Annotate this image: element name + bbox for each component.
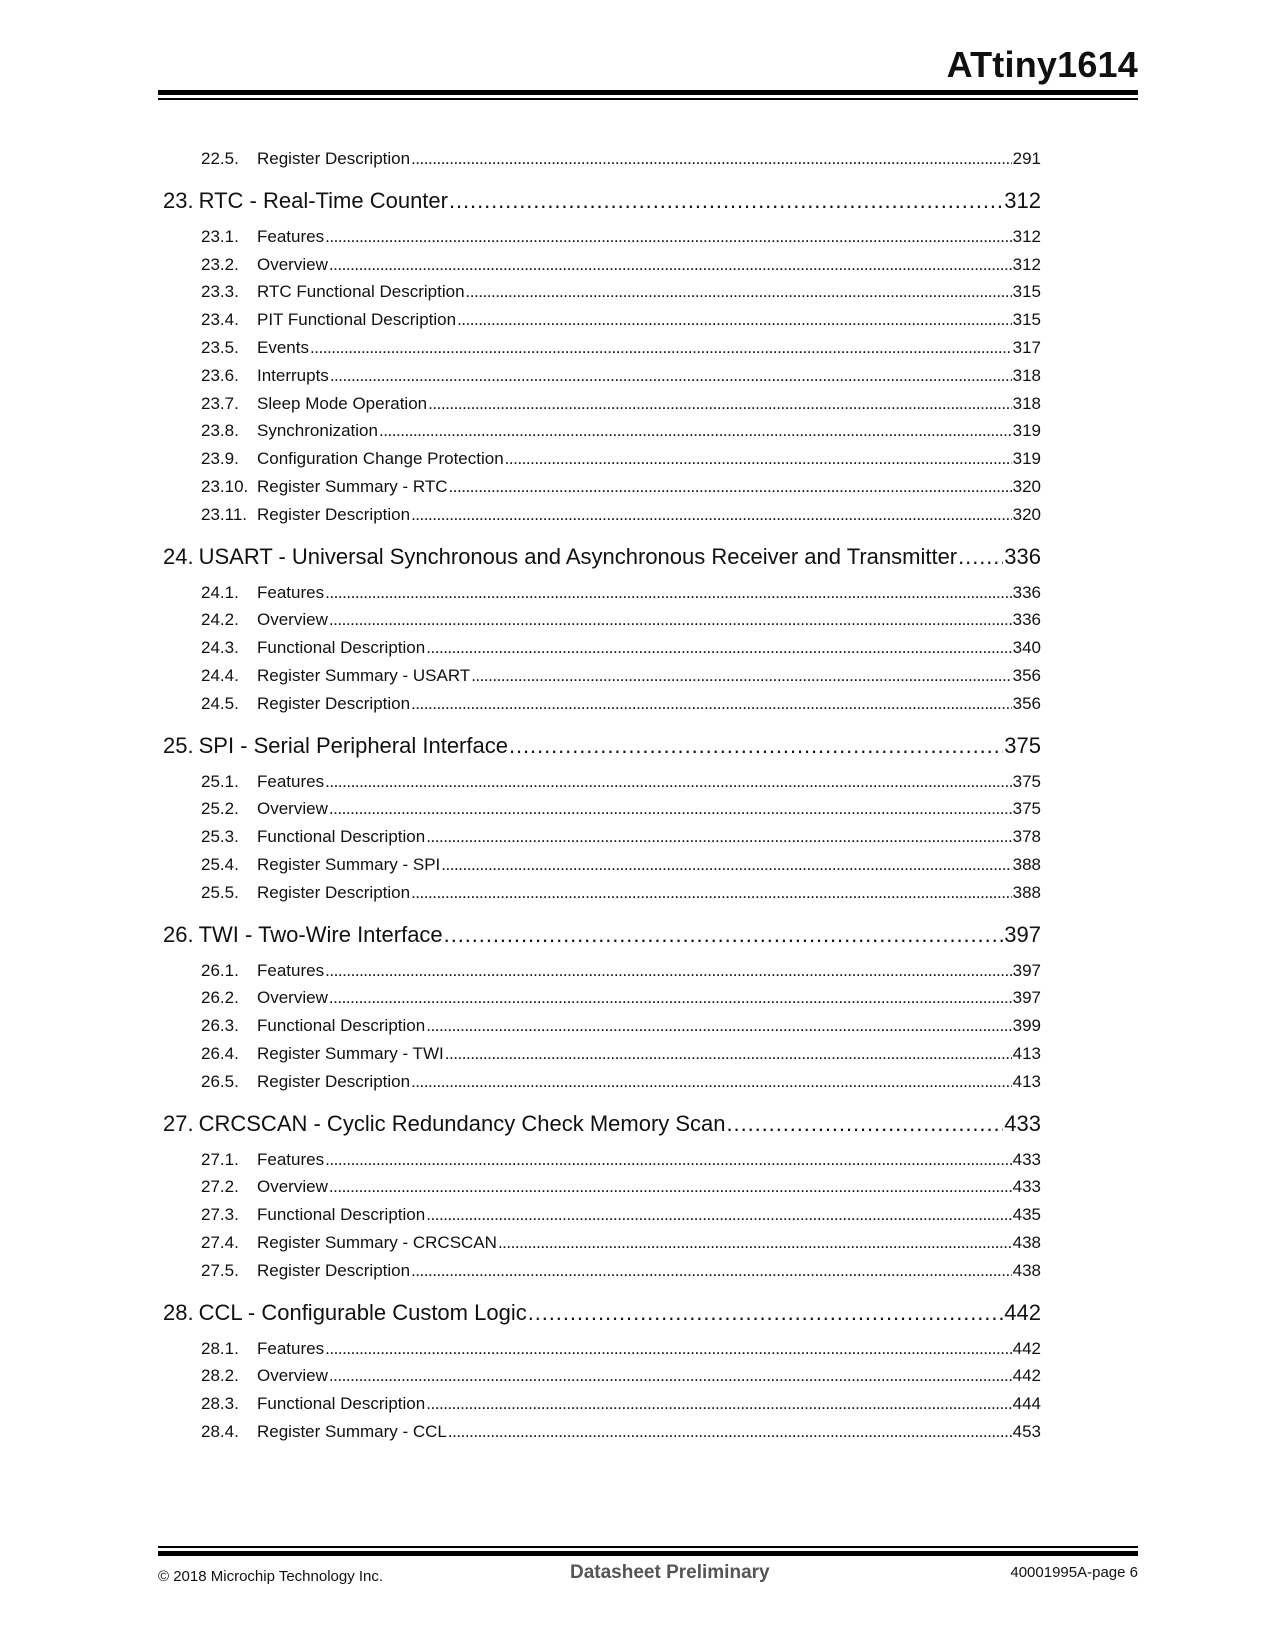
footer-status: Datasheet Preliminary [570, 1562, 770, 1583]
toc-entry-title: Interrupts [257, 365, 329, 385]
toc-entry-number: 27. [163, 1110, 194, 1136]
toc-entry-title: RTC - Real-Time Counter [198, 187, 448, 213]
toc-entry-number: 28.4. [201, 1421, 239, 1441]
toc-entry-number: 23.8. [201, 421, 239, 441]
toc-entry-title: Features [257, 960, 325, 980]
toc-entry-number: 28.3. [201, 1394, 239, 1414]
toc-chapter-entry[interactable] [163, 186, 1041, 216]
toc-entry-number: 27.2. [201, 1177, 239, 1197]
toc-section-entry[interactable] [163, 984, 1041, 1012]
toc-section-entry[interactable] [163, 957, 1041, 985]
toc-entry-page: 399 [1012, 1016, 1041, 1036]
toc-chapter-entry[interactable] [163, 731, 1041, 761]
toc-dot-leader [329, 795, 1012, 823]
toc-entry-page: 397 [1012, 960, 1041, 980]
toc-entry-page: 442 [1012, 1366, 1041, 1386]
toc-entry-title: SPI - Serial Peripheral Interface [198, 732, 508, 758]
toc-dot-leader [411, 879, 1012, 907]
toc-entry-number: 23.3. [201, 282, 239, 302]
toc-entry-title: Overview [257, 254, 328, 274]
toc-entry-page: 438 [1012, 1260, 1041, 1280]
toc-entry-title: Overview [257, 1366, 328, 1386]
toc-entry-title: Overview [257, 1177, 328, 1197]
toc-dot-leader [329, 984, 1012, 1012]
toc-entry-title: Overview [257, 610, 328, 630]
toc-entry-number: 26. [163, 921, 194, 947]
toc-entry-page: 388 [1012, 882, 1041, 902]
toc-dot-leader [411, 1257, 1012, 1285]
toc-dot-leader [325, 1146, 1012, 1174]
toc-section-entry[interactable] [163, 445, 1041, 473]
footer-page-number: 40001995A-page 6 [1010, 1564, 1138, 1581]
toc-entry-title: RTC Functional Description [257, 282, 465, 302]
footer-rule-thick [158, 1551, 1138, 1556]
toc-dot-leader [325, 1335, 1012, 1363]
toc-section-entry[interactable] [163, 501, 1041, 529]
toc-entry-number: 24.1. [201, 582, 239, 602]
toc-entry-page: 315 [1012, 282, 1041, 302]
toc-section-entry[interactable] [163, 334, 1041, 362]
toc-dot-leader [426, 634, 1011, 662]
toc-entry-page: 397 [1012, 988, 1041, 1008]
toc-entry-number: 23. [163, 187, 194, 213]
toc-entry-number: 22.5. [201, 149, 239, 168]
footer-copyright: © 2018 Microchip Technology Inc. [158, 1568, 384, 1585]
toc-entry-number: 27.5. [201, 1260, 239, 1280]
toc-entry-title: Register Description [257, 693, 411, 713]
toc-entry-number: 26.5. [201, 1071, 239, 1091]
toc-entry-number: 27.3. [201, 1205, 239, 1225]
toc-dot-leader [426, 1390, 1011, 1418]
toc-section-entry[interactable] [163, 306, 1041, 334]
toc-entry-page: 453 [1012, 1421, 1041, 1441]
toc-dot-leader [329, 1173, 1012, 1201]
toc-entry-title: Register Summary - CRCSCAN [257, 1232, 497, 1252]
toc-entry-page: 318 [1012, 393, 1041, 413]
toc-entry-page: 336 [1004, 543, 1041, 569]
toc-entry-title: Register Description [257, 504, 411, 524]
toc-entry-page: 438 [1012, 1232, 1041, 1252]
toc-section-entry[interactable] [163, 1390, 1041, 1418]
toc-entry-page: 433 [1004, 1110, 1041, 1136]
toc-section-entry[interactable] [163, 473, 1041, 501]
toc-entry-title: Register Summary - TWI [257, 1043, 444, 1063]
toc-entry-number: 24. [163, 543, 194, 569]
toc-section-entry[interactable] [163, 1257, 1041, 1285]
toc-dot-leader [498, 1229, 1012, 1257]
toc-dot-leader [448, 1418, 1012, 1446]
toc-entry-page: 378 [1012, 827, 1041, 847]
toc-section-entry[interactable] [163, 1335, 1041, 1363]
toc-entry-title: PIT Functional Description [257, 310, 457, 330]
toc-dot-leader [411, 501, 1012, 529]
toc-entry-number: 23.5. [201, 337, 239, 357]
toc-entry-number: 28.1. [201, 1338, 239, 1358]
toc-section-entry[interactable] [163, 1201, 1041, 1229]
toc-entry-title: Events [257, 337, 309, 357]
toc-dot-leader [411, 145, 1012, 173]
toc-entry-number: 25.1. [201, 771, 239, 791]
toc-entry-number: 25.3. [201, 827, 239, 847]
toc-dot-leader [428, 390, 1012, 418]
toc-dot-leader [466, 278, 1012, 306]
footer-rule-thin [158, 1546, 1138, 1548]
toc-entry-page: 318 [1012, 365, 1041, 385]
toc-dot-leader [411, 1068, 1012, 1096]
toc-entry-page: 356 [1012, 665, 1041, 685]
toc-entry-page: 291 [1012, 149, 1041, 168]
toc-section-entry[interactable] [163, 662, 1041, 690]
toc-chapter-entry[interactable] [163, 1298, 1041, 1328]
toc-entry-page: 356 [1012, 693, 1041, 713]
toc-entry-page: 317 [1012, 337, 1041, 357]
toc-section-entry[interactable] [163, 768, 1041, 796]
toc-section-entry[interactable] [163, 1040, 1041, 1068]
toc-section-entry[interactable] [163, 1362, 1041, 1390]
toc-entry-page: 312 [1004, 187, 1041, 213]
toc-entry-page: 413 [1012, 1043, 1041, 1063]
toc-dot-leader [325, 768, 1012, 796]
toc-entry-number: 25.5. [201, 882, 239, 902]
toc-entry-page: 320 [1012, 504, 1041, 524]
toc-dot-leader [505, 445, 1012, 473]
toc-entry-page: 433 [1012, 1177, 1041, 1197]
toc-section-entry[interactable] [163, 851, 1041, 879]
toc-section-entry[interactable] [163, 606, 1041, 634]
toc-chapter-entry[interactable] [163, 920, 1041, 950]
toc-entry-number: 24.3. [201, 638, 239, 658]
toc-section-entry[interactable] [163, 823, 1041, 851]
toc-section-entry[interactable] [163, 1146, 1041, 1174]
toc-entry-page: 375 [1012, 771, 1041, 791]
toc-section-entry[interactable] [163, 145, 1041, 173]
toc-entry-number: 23.10. [201, 476, 249, 496]
toc-entry-title: Functional Description [257, 638, 426, 658]
toc-dot-leader [325, 223, 1012, 251]
toc-entry-title: Functional Description [257, 827, 426, 847]
toc-dot-leader [528, 1298, 1004, 1328]
toc-entry-page: 375 [1004, 732, 1041, 758]
toc-section-entry[interactable] [163, 1068, 1041, 1096]
toc-entry-number: 23.6. [201, 365, 239, 385]
toc-entry-title: Functional Description [257, 1205, 426, 1225]
toc-section-entry[interactable] [163, 362, 1041, 390]
toc-entry-title: Configuration Change Protection [257, 449, 504, 469]
toc-section-entry[interactable] [163, 579, 1041, 607]
toc-entry-page: 397 [1004, 921, 1041, 947]
toc-dot-leader [329, 606, 1012, 634]
toc-dot-leader [379, 417, 1012, 445]
toc-dot-leader [329, 1362, 1012, 1390]
toc-entry-title: Register Summary - SPI [257, 854, 441, 874]
toc-section-entry[interactable] [163, 1012, 1041, 1040]
toc-entry-number: 23.4. [201, 310, 239, 330]
table-of-contents [163, 145, 1041, 1446]
toc-entry-title: Sleep Mode Operation [257, 393, 428, 413]
toc-entry-page: 315 [1012, 310, 1041, 330]
toc-dot-leader [329, 251, 1012, 279]
toc-entry-title: Register Summary - RTC [257, 476, 448, 496]
toc-entry-page: 442 [1004, 1299, 1041, 1325]
toc-entry-number: 24.4. [201, 665, 239, 685]
toc-entry-number: 28.2. [201, 1366, 239, 1386]
toc-entry-title: CRCSCAN - Cyclic Redundancy Check Memory Scan [198, 1110, 726, 1136]
toc-entry-title: CCL - Configurable Custom Logic [198, 1299, 527, 1325]
toc-dot-leader [325, 579, 1012, 607]
toc-entry-page: 388 [1012, 854, 1041, 874]
toc-dot-leader [441, 851, 1011, 879]
toc-entry-number: 26.1. [201, 960, 239, 980]
toc-dot-leader [411, 690, 1012, 718]
toc-entry-page: 312 [1012, 226, 1041, 246]
toc-entry-page: 435 [1012, 1205, 1041, 1225]
toc-entry-title: Overview [257, 799, 328, 819]
toc-entry-title: Register Summary - CCL [257, 1421, 447, 1441]
toc-entry-number: 24.5. [201, 693, 239, 713]
toc-section-entry[interactable] [163, 251, 1041, 279]
toc-entry-page: 375 [1012, 799, 1041, 819]
toc-dot-leader [449, 186, 1003, 216]
toc-entry-title: Features [257, 1338, 325, 1358]
toc-entry-title: Register Description [257, 882, 411, 902]
toc-dot-leader [426, 1012, 1011, 1040]
header-rule-thick [158, 90, 1138, 95]
toc-entry-page: 319 [1012, 449, 1041, 469]
toc-entry-page: 336 [1012, 610, 1041, 630]
toc-dot-leader [509, 731, 1003, 761]
toc-dot-leader [449, 473, 1012, 501]
toc-entry-page: 320 [1012, 476, 1041, 496]
toc-dot-leader [471, 662, 1011, 690]
toc-entry-number: 23.1. [201, 226, 239, 246]
toc-dot-leader [444, 920, 1004, 950]
toc-chapter-entry[interactable] [163, 1109, 1041, 1139]
toc-dot-leader [330, 362, 1012, 390]
toc-entry-title: Register Description [257, 149, 411, 168]
toc-entry-page: 444 [1012, 1394, 1041, 1414]
toc-section-entry[interactable] [163, 390, 1041, 418]
toc-entry-title: Synchronization [257, 421, 378, 441]
toc-entry-number: 25. [163, 732, 194, 758]
toc-entry-title: Features [257, 582, 325, 602]
toc-section-entry[interactable] [163, 417, 1041, 445]
toc-entry-title: Register Description [257, 1260, 411, 1280]
toc-dot-leader [310, 334, 1012, 362]
toc-section-entry[interactable] [163, 223, 1041, 251]
toc-entry-title: USART - Universal Synchronous and Asynchronous Receiver and Transmitter [198, 543, 958, 569]
document-title: ATtiny1614 [946, 44, 1138, 85]
toc-dot-leader [426, 823, 1011, 851]
toc-section-entry[interactable] [163, 1229, 1041, 1257]
toc-dot-leader [727, 1109, 1004, 1139]
toc-entry-number: 27.4. [201, 1232, 239, 1252]
toc-entry-number: 26.3. [201, 1016, 239, 1036]
toc-entry-title: Features [257, 226, 325, 246]
toc-dot-leader [958, 542, 1003, 572]
toc-entry-number: 23.9. [201, 449, 239, 469]
toc-entry-number: 23.7. [201, 393, 239, 413]
toc-entry-number: 25.2. [201, 799, 239, 819]
toc-entry-title: Features [257, 771, 325, 791]
toc-dot-leader [445, 1040, 1012, 1068]
toc-entry-number: 28. [163, 1299, 194, 1325]
toc-dot-leader [426, 1201, 1011, 1229]
toc-entry-page: 340 [1012, 638, 1041, 658]
toc-entry-number: 26.4. [201, 1043, 239, 1063]
toc-section-entry[interactable] [163, 278, 1041, 306]
toc-entry-page: 312 [1012, 254, 1041, 274]
toc-entry-title: Features [257, 1149, 325, 1169]
toc-section-entry[interactable] [163, 1173, 1041, 1201]
toc-section-entry[interactable] [163, 795, 1041, 823]
toc-entry-page: 413 [1012, 1071, 1041, 1091]
toc-chapter-entry[interactable] [163, 542, 1041, 572]
toc-entry-title: Register Summary - USART [257, 665, 471, 685]
toc-entry-page: 442 [1012, 1338, 1041, 1358]
toc-entry-number: 23.11. [201, 504, 248, 524]
toc-entry-number: 25.4. [201, 854, 239, 874]
toc-entry-title: Functional Description [257, 1394, 426, 1414]
toc-entry-page: 433 [1012, 1149, 1041, 1169]
toc-entry-title: Register Description [257, 1071, 411, 1091]
toc-entry-page: 319 [1012, 421, 1041, 441]
toc-entry-title: Functional Description [257, 1016, 426, 1036]
toc-entry-number: 26.2. [201, 988, 239, 1008]
toc-section-entry[interactable] [163, 1418, 1041, 1446]
toc-entry-number: 27.1. [201, 1149, 239, 1169]
toc-entry-page: 336 [1012, 582, 1041, 602]
header-rule-thin [158, 98, 1138, 100]
toc-entry-title: TWI - Two-Wire Interface [198, 921, 443, 947]
toc-entry-number: 23.2. [201, 254, 239, 274]
toc-entry-number: 24.2. [201, 610, 239, 630]
toc-section-entry[interactable] [163, 634, 1041, 662]
toc-dot-leader [457, 306, 1012, 334]
toc-section-entry[interactable] [163, 879, 1041, 907]
toc-section-entry[interactable] [163, 690, 1041, 718]
toc-dot-leader [325, 957, 1012, 985]
toc-entry-title: Overview [257, 988, 328, 1008]
